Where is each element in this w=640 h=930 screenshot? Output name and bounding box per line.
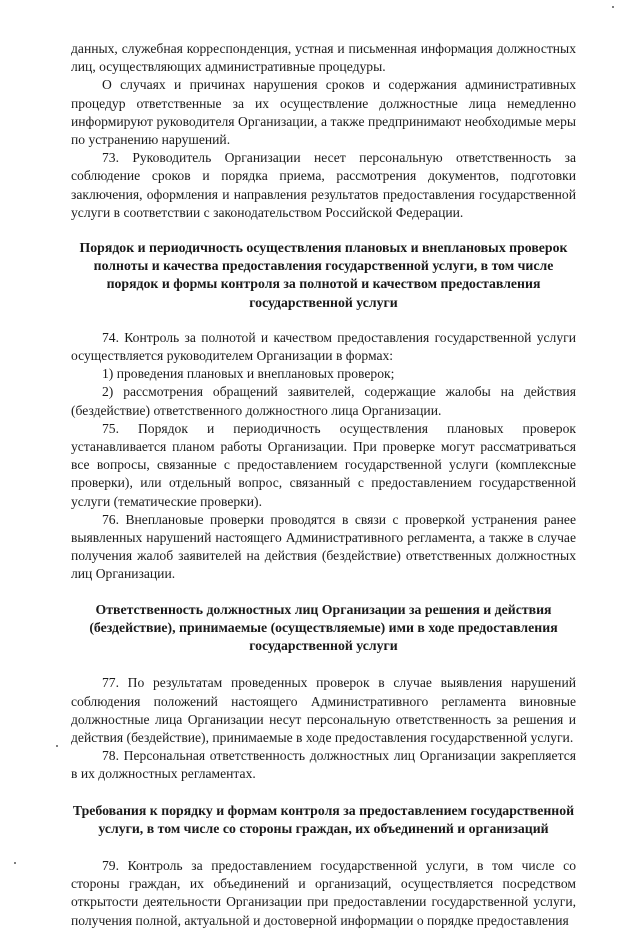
- section-heading-inspections: Порядок и периодичность осуществления плановых и внеплановых проверок полноты и качества предоставления государственной услуги, в том числе порядок и формы контроля за полнотой и качеством предоставления государственной услуги: [79, 240, 568, 310]
- paragraph-violations: О случаях и причинах нарушения сроков и содержания административных процедур ответственные за их осуществление должностные лица немедленно информируют руководителя Организации, а также предпринимают необходимые меры по устранению нарушений.: [71, 77, 576, 148]
- paragraph-76: 76. Внеплановые проверки проводятся в связи с проверкой устранения ранее выявленных нарушений настоящего Административного регламента, а также в случае получения жалоб заявителей на действия (бездействие) ответственных должностных лиц Организации.: [71, 511, 576, 582]
- document-body: [71, 40, 576, 930]
- paragraph-75: 75. Порядок и периодичность осуществления плановых проверок устанавливается планом работы Организации. При проверке могут рассматриваться все вопросы, связанные с предоставлением государственной услуги (комплексные проверки), или отдельный вопрос, связанный с предоставлением государственной услуги (тематические проверки).: [71, 420, 576, 509]
- paragraph-74: 74. Контроль за полнотой и качеством предоставления государственной услуги осуществляется руководителем Организации в формах:: [71, 329, 576, 364]
- scan-speck: [14, 862, 16, 864]
- paragraph-73: 73. Руководитель Организации несет персональную ответственность за соблюдение сроков и порядка приема, рассмотрения документов, подготовки заключения, оформления и направления результатов предоставления государственной услуги в соответствии с законодательством Российской Федерации.: [71, 150, 576, 220]
- scan-speck: [56, 745, 58, 747]
- paragraph-79: 79. Контроль за предоставлением государственной услуги, в том числе со стороны граждан, их объединений и организаций, осуществляется посредством открытости деятельности Организации при предоставлении государственной услуги, получения полной, актуальной и достоверной информации о порядке предоставления: [71, 857, 576, 928]
- list-item-2: 2) рассмотрения обращений заявителей, содержащие жалобы на действия (бездействие) ответственного должностного лица Организации.: [71, 384, 576, 418]
- list-item-1: 1) проведения плановых и внеплановых проверок;: [102, 366, 395, 382]
- paragraph-78: 78. Персональная ответственность должностных лиц Организации закрепляется в их должностных регламентах.: [71, 748, 576, 782]
- section-heading-responsibility: Ответственность должностных лиц Организации за решения и действия (бездействие), принимаемые (осуществляемые) ими в ходе предоставления государственной услуги: [89, 601, 558, 654]
- section-heading-control-requirements: Требования к порядку и формам контроля за предоставлением государственной услуги, в том числе со стороны граждан, их объединений и организаций: [72, 802, 575, 836]
- scan-speck: [612, 6, 614, 8]
- paragraph-77: 77. По результатам проведенных проверок в случае выявления нарушений соблюдения положений настоящего Административного регламента виновные должностные лица Организации несут персональную ответственность за решения и действия (бездействие), принимаемые в ходе предоставления государственной услуги.: [71, 675, 576, 745]
- paragraph-continuation: данных, служебная корреспонденция, устная и письменная информация должностных лиц, осуществляющих административные процедуры.: [71, 41, 576, 75]
